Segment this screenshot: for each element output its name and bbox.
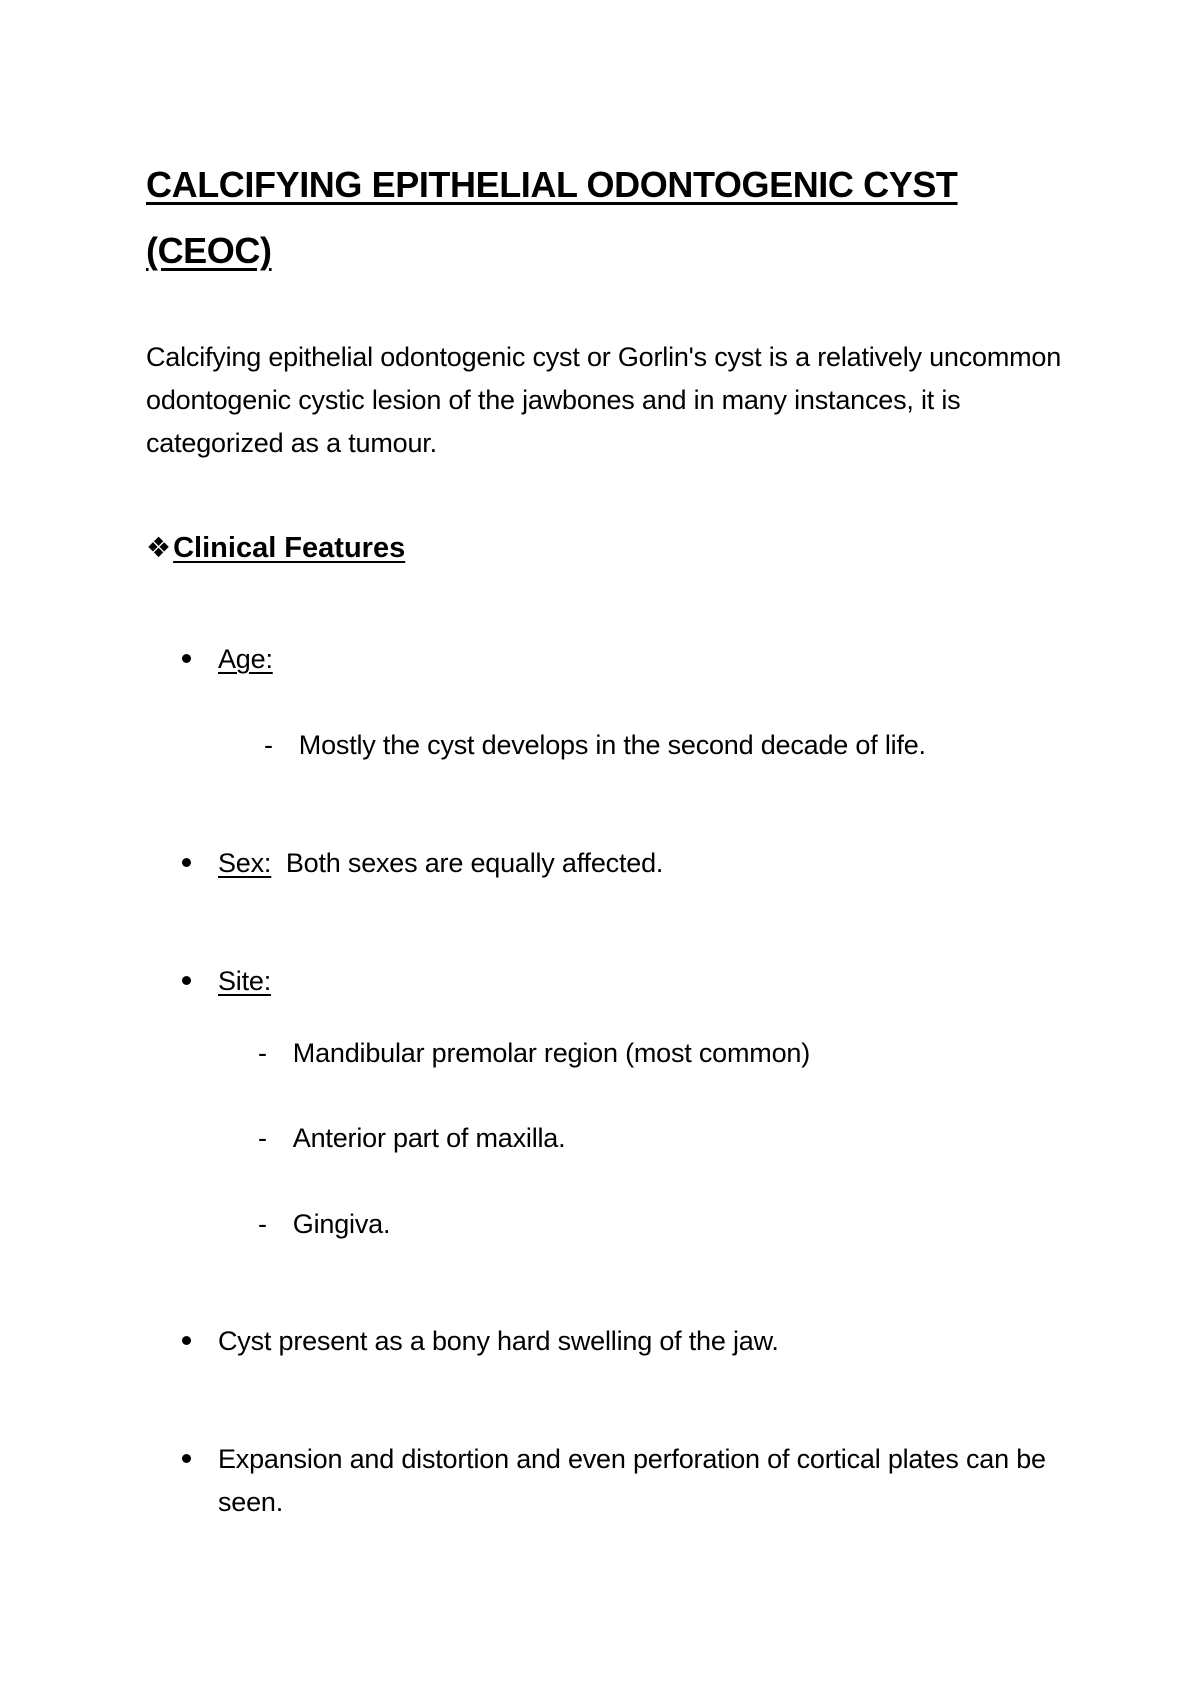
bullet-dot-icon	[182, 976, 191, 985]
dash-marker: -	[258, 1038, 267, 1068]
sub-item-text: Mostly the cyst develops in the second decade of life.	[298, 730, 926, 760]
list-item-text: Cyst present as a bony hard swelling of the jaw.	[218, 1326, 779, 1356]
sub-item-site-2	[258, 1117, 565, 1160]
bullet-dot-icon	[182, 1336, 191, 1345]
age-label: Age:	[218, 644, 273, 674]
sub-item-age-1	[264, 724, 926, 767]
sex-text: Both sexes are equally affected.	[285, 848, 664, 878]
sub-item-site-3	[258, 1203, 390, 1246]
bullet-dot-icon	[182, 858, 191, 867]
diamond-bullet-icon: ❖	[146, 532, 172, 563]
sex-label: Sex:	[218, 848, 272, 878]
section-heading-text: Clinical Features	[173, 532, 406, 564]
sub-item-text: Anterior part of maxilla.	[292, 1123, 566, 1153]
list-item-text: Expansion and distortion and even perforation of cortical plates can be seen.	[218, 1444, 1046, 1517]
dash-marker: -	[264, 730, 273, 760]
bullet-dot-icon	[182, 654, 191, 663]
site-label: Site:	[218, 966, 272, 996]
sub-item-text: Mandibular premolar region (most common)	[292, 1038, 810, 1068]
page-title: CALCIFYING EPITHELIAL ODONTOGENIC CYST (CEOC)	[146, 164, 958, 271]
dash-marker: -	[258, 1123, 267, 1153]
sub-item-text: Gingiva.	[292, 1209, 391, 1239]
bullet-dot-icon	[182, 1454, 191, 1463]
intro-paragraph: Calcifying epithelial odontogenic cyst or Gorlin's cyst is a relatively uncommon odontogenic cystic lesion of the jawbones and in many instances, it is categorized as a tumour.	[146, 342, 1062, 458]
sub-item-site-1	[258, 1032, 810, 1075]
section-heading	[146, 528, 405, 568]
dash-marker: -	[258, 1209, 267, 1239]
